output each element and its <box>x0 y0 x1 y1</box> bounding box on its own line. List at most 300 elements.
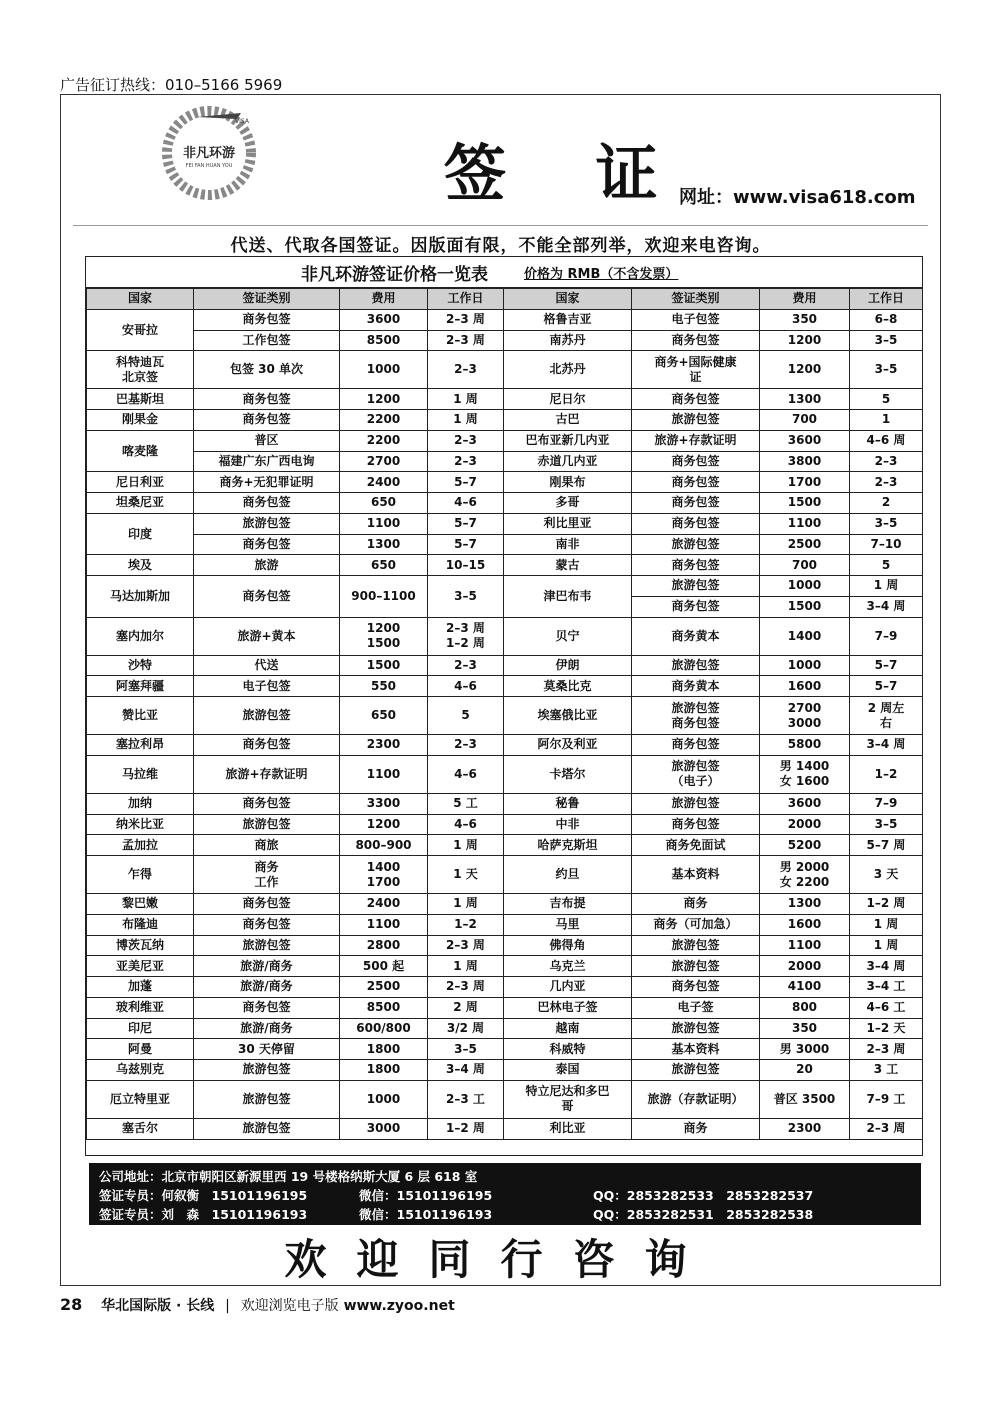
table-cell: 6–8 <box>850 309 923 330</box>
table-cell: 2–3 周 <box>428 935 504 956</box>
table-cell: 8500 <box>340 997 428 1018</box>
table-cell: 乍得 <box>87 856 194 894</box>
column-header: 工作日 <box>850 289 923 310</box>
table-cell: 1200 <box>340 814 428 835</box>
table-cell: 津巴布韦 <box>504 576 632 618</box>
table-cell: 1100 <box>760 935 850 956</box>
table-cell: 旅游/商务 <box>194 977 340 998</box>
table-cell: 阿尔及利亚 <box>504 735 632 756</box>
column-header: 工作日 <box>428 289 504 310</box>
table-cell: 巴布亚新几内亚 <box>504 430 632 451</box>
table-cell: 1–2 天 <box>850 1018 923 1039</box>
table-cell: 5800 <box>760 735 850 756</box>
table-cell: 赤道几内亚 <box>504 451 632 472</box>
table-cell: 4–6 <box>428 814 504 835</box>
table-cell: 800–900 <box>340 835 428 856</box>
table-cell: 2800 <box>340 935 428 956</box>
table-row <box>87 977 923 998</box>
table-cell: 哈萨克斯坦 <box>504 835 632 856</box>
table-cell: 科特迪瓦 北京签 <box>87 351 194 389</box>
table-cell: 南苏丹 <box>504 330 632 351</box>
table-cell: 1500 <box>760 596 850 617</box>
table-cell: 男 3000 <box>760 1039 850 1060</box>
table-cell: 3–4 周 <box>850 735 923 756</box>
footer-site[interactable]: www.zyoo.net <box>343 1298 455 1314</box>
table-cell: 商务包签 <box>194 493 340 514</box>
table-cell: 1200 <box>760 351 850 389</box>
table-cell: 商务包签 <box>194 997 340 1018</box>
table-cell: 马达加斯加 <box>87 576 194 618</box>
table-cell: 旅游包签 <box>194 697 340 735</box>
table-cell: 男 1400 女 1600 <box>760 755 850 793</box>
table-cell: 包签 30 单次 <box>194 351 340 389</box>
table-cell: 旅游包签 <box>194 814 340 835</box>
table-cell: 电子包签 <box>194 676 340 697</box>
table-title-bar <box>86 257 922 288</box>
table-cell: 塞内加尔 <box>87 617 194 655</box>
table-cell: 巴基斯坦 <box>87 389 194 410</box>
table-cell: 特立尼达和多巴 哥 <box>504 1080 632 1118</box>
table-cell: 多哥 <box>504 493 632 514</box>
table-cell: 中非 <box>504 814 632 835</box>
agent-2: 签证专员：刘 森 15101196193 <box>99 1207 308 1222</box>
table-cell: 福建广东广西电询 <box>194 451 340 472</box>
table-row <box>87 430 923 451</box>
table-cell: 赞比亚 <box>87 697 194 735</box>
table-cell: 代送 <box>194 655 340 676</box>
table-cell: 550 <box>340 676 428 697</box>
column-header: 国家 <box>87 289 194 310</box>
table-cell: 商务包签 <box>632 735 760 756</box>
table-cell: 2–3 <box>428 351 504 389</box>
ad-website[interactable]: 网址：www.visa618.com <box>679 187 916 208</box>
table-cell: 1500 <box>760 493 850 514</box>
table-cell: 1 天 <box>428 856 504 894</box>
table-cell: 商务 工作 <box>194 856 340 894</box>
table-cell: 埃及 <box>87 555 194 576</box>
table-cell: 5–7 <box>428 513 504 534</box>
table-cell: 3–5 <box>850 513 923 534</box>
table-cell: 旅游包签 <box>632 1060 760 1081</box>
table-cell: 4–6 工 <box>850 997 923 1018</box>
table-cell: 贝宁 <box>504 617 632 655</box>
table-cell: 坦桑尼亚 <box>87 493 194 514</box>
table-cell: 1 周 <box>428 956 504 977</box>
table-cell: 商务包签 <box>194 389 340 410</box>
table-cell: 旅游+存款证明 <box>632 430 760 451</box>
table-cell: 厄立特里亚 <box>87 1080 194 1118</box>
table-cell: 2–3 周 1–2 周 <box>428 617 504 655</box>
table-cell: 商务包签 <box>194 894 340 915</box>
table-cell: 商务包签 <box>194 410 340 431</box>
table-cell: 2700 3000 <box>760 697 850 735</box>
table-row <box>87 655 923 676</box>
table-cell: 2 周左 右 <box>850 697 923 735</box>
table-cell: 2–3 <box>850 451 923 472</box>
table-cell: 塞拉利昂 <box>87 735 194 756</box>
contact-bar <box>89 1163 921 1225</box>
table-cell: 1500 <box>340 655 428 676</box>
table-cell: 5–7 周 <box>850 835 923 856</box>
table-cell: 男 2000 女 2200 <box>760 856 850 894</box>
table-cell: 商务包签 <box>632 389 760 410</box>
table-cell: 3–4 工 <box>850 977 923 998</box>
page-number: 28 <box>60 1295 83 1314</box>
table-cell: 2500 <box>340 977 428 998</box>
table-cell: 1–2 周 <box>428 1118 504 1139</box>
table-cell: 阿塞拜疆 <box>87 676 194 697</box>
table-cell: 4–6 <box>428 676 504 697</box>
divider <box>73 225 928 226</box>
table-cell: 2–3 周 <box>428 330 504 351</box>
table-cell: 马里 <box>504 914 632 935</box>
table-row <box>87 814 923 835</box>
table-cell: 2–3 周 <box>428 309 504 330</box>
table-cell: 商务+国际健康 证 <box>632 351 760 389</box>
table-cell: 3–5 <box>850 330 923 351</box>
table-cell: 旅游包签 <box>194 513 340 534</box>
ad-title: 签 证 <box>444 137 692 210</box>
table-cell: 约旦 <box>504 856 632 894</box>
table-cell: 商务免面试 <box>632 835 760 856</box>
table-cell: 5 <box>850 389 923 410</box>
table-cell: 商务黄本 <box>632 676 760 697</box>
table-cell: 孟加拉 <box>87 835 194 856</box>
table-cell: 2400 <box>340 894 428 915</box>
table-cell: 利比亚 <box>504 1118 632 1139</box>
table-cell: 工作包签 <box>194 330 340 351</box>
column-header: 签证类别 <box>632 289 760 310</box>
table-cell: 1300 <box>760 389 850 410</box>
table-cell: 伊朗 <box>504 655 632 676</box>
table-cell: 7–10 <box>850 534 923 555</box>
table-cell: 5–7 <box>428 534 504 555</box>
table-cell: 蒙古 <box>504 555 632 576</box>
table-cell: 500 起 <box>340 956 428 977</box>
table-cell: 3–4 周 <box>850 956 923 977</box>
table-cell: 埃塞俄比亚 <box>504 697 632 735</box>
table-cell: 1300 <box>340 534 428 555</box>
table-cell: 2200 <box>340 410 428 431</box>
table-cell: 650 <box>340 555 428 576</box>
table-cell: 旅游/商务 <box>194 956 340 977</box>
table-cell: 1200 <box>760 330 850 351</box>
table-cell: 旅游包签 <box>194 1080 340 1118</box>
table-cell: 马拉维 <box>87 755 194 793</box>
table-cell: 普区 3500 <box>760 1080 850 1118</box>
table-cell: 旅游包签 <box>632 793 760 814</box>
table-cell: 1300 <box>760 894 850 915</box>
table-cell: 700 <box>760 555 850 576</box>
table-cell: 吉布提 <box>504 894 632 915</box>
agent-1: 签证专员：何叙衡 15101196195 <box>99 1188 308 1203</box>
table-row <box>87 330 923 351</box>
table-row <box>87 755 923 793</box>
browse-label: 欢迎浏览电子版 <box>240 1298 339 1314</box>
table-cell: 喀麦隆 <box>87 430 194 472</box>
table-cell: 商务包签 <box>632 596 760 617</box>
table-cell: 7–9 <box>850 617 923 655</box>
table-cell: 1200 1500 <box>340 617 428 655</box>
table-cell: 商务 <box>632 1118 760 1139</box>
table-row <box>87 576 923 597</box>
table-cell: 2 周 <box>428 997 504 1018</box>
table-cell: 商务包签 <box>632 513 760 534</box>
table-cell: 刚果布 <box>504 472 632 493</box>
table-row <box>87 676 923 697</box>
table-cell: 佛得角 <box>504 935 632 956</box>
ad-notice: 代送、代取各国签证。因版面有限，不能全部列举，欢迎来电咨询。 <box>230 236 771 256</box>
table-cell: 黎巴嫩 <box>87 894 194 915</box>
table-cell: 越南 <box>504 1018 632 1039</box>
column-header: 国家 <box>504 289 632 310</box>
table-cell: 2–3 周 <box>850 1118 923 1139</box>
ad-frame <box>60 94 941 1286</box>
table-title: 非凡环游签证价格一览表 <box>301 264 488 285</box>
table-cell: 20 <box>760 1060 850 1081</box>
table-cell: 南非 <box>504 534 632 555</box>
table-cell: 2300 <box>760 1118 850 1139</box>
table-cell: 1800 <box>340 1060 428 1081</box>
table-cell: 2300 <box>340 735 428 756</box>
table-cell: 2–3 <box>850 472 923 493</box>
table-cell: 3–4 周 <box>428 1060 504 1081</box>
wechat-2: 微信：15101196193 <box>359 1207 493 1222</box>
table-cell: 2–3 <box>428 430 504 451</box>
table-row <box>87 697 923 735</box>
table-cell: 旅游包签 <box>194 935 340 956</box>
table-cell: 秘鲁 <box>504 793 632 814</box>
table-cell: 5–7 <box>428 472 504 493</box>
table-cell: 几内亚 <box>504 977 632 998</box>
table-row <box>87 534 923 555</box>
table-row <box>87 835 923 856</box>
table-cell: 商务黄本 <box>632 617 760 655</box>
table-row <box>87 309 923 330</box>
table-cell: 3600 <box>760 793 850 814</box>
table-cell: 4–6 <box>428 493 504 514</box>
table-cell: 1400 1700 <box>340 856 428 894</box>
table-cell: 商务包签 <box>194 309 340 330</box>
table-cell: 3 天 <box>850 856 923 894</box>
price-note: 价格为 RMB（不含发票） <box>524 266 679 282</box>
table-cell: 3000 <box>340 1118 428 1139</box>
table-cell: 1700 <box>760 472 850 493</box>
table-cell: 1 周 <box>428 835 504 856</box>
table-cell: 商旅 <box>194 835 340 856</box>
table-row <box>87 1080 923 1118</box>
table-cell: 1 周 <box>428 389 504 410</box>
table-cell: 基本资料 <box>632 856 760 894</box>
table-cell: 1400 <box>760 617 850 655</box>
table-cell: 旅游包签 （电子） <box>632 755 760 793</box>
table-cell: 商务包签 <box>632 493 760 514</box>
table-cell: 1600 <box>760 676 850 697</box>
table-cell: 商务包签 <box>194 914 340 935</box>
table-cell: 旅游包签 <box>632 576 760 597</box>
table-cell: 旅游+黄本 <box>194 617 340 655</box>
column-header: 费用 <box>340 289 428 310</box>
table-cell: 1–2 <box>850 755 923 793</box>
table-cell: 博茨瓦纳 <box>87 935 194 956</box>
table-cell: 2400 <box>340 472 428 493</box>
table-cell: 普区 <box>194 430 340 451</box>
table-cell: 亚美尼亚 <box>87 956 194 977</box>
table-cell: 1 周 <box>428 410 504 431</box>
table-cell: 3800 <box>760 451 850 472</box>
table-cell: 3600 <box>760 430 850 451</box>
welcome-slogan: 欢迎同行咨询 <box>284 1235 717 1284</box>
table-cell: 加纳 <box>87 793 194 814</box>
table-cell: 刚果金 <box>87 410 194 431</box>
table-row <box>87 389 923 410</box>
table-cell: 1 周 <box>428 894 504 915</box>
table-row <box>87 997 923 1018</box>
table-cell: 尼日利亚 <box>87 472 194 493</box>
table-cell: 700 <box>760 410 850 431</box>
table-cell: 商务包签 <box>632 472 760 493</box>
table-cell: 2000 <box>760 956 850 977</box>
table-cell: 2–3 <box>428 451 504 472</box>
table-cell: 2–3 周 <box>428 977 504 998</box>
table-cell: 1100 <box>340 914 428 935</box>
table-cell: 2500 <box>760 534 850 555</box>
table-row <box>87 793 923 814</box>
table-cell: 旅游+存款证明 <box>194 755 340 793</box>
table-row <box>87 1018 923 1039</box>
table-cell: 650 <box>340 493 428 514</box>
table-cell: 玻利维亚 <box>87 997 194 1018</box>
table-row <box>87 894 923 915</box>
table-cell: 3300 <box>340 793 428 814</box>
table-cell: 安哥拉 <box>87 309 194 351</box>
table-row <box>87 451 923 472</box>
table-cell: 2000 <box>760 814 850 835</box>
table-row <box>87 555 923 576</box>
table-cell: 塞舌尔 <box>87 1118 194 1139</box>
table-row <box>87 410 923 431</box>
table-row <box>87 856 923 894</box>
table-row <box>87 914 923 935</box>
table-cell: 1600 <box>760 914 850 935</box>
table-cell: 2–3 工 <box>428 1080 504 1118</box>
table-cell: 泰国 <box>504 1060 632 1081</box>
table-cell: 2–3 <box>428 735 504 756</box>
table-row <box>87 513 923 534</box>
edition-label: 华北国际版 · 长线 <box>101 1298 215 1314</box>
table-row <box>87 935 923 956</box>
table-cell: 卡塔尔 <box>504 755 632 793</box>
table-cell: 4100 <box>760 977 850 998</box>
table-cell: 阿曼 <box>87 1039 194 1060</box>
table-cell: 商务（可加急） <box>632 914 760 935</box>
table-cell: 格鲁吉亚 <box>504 309 632 330</box>
table-cell: 10–15 <box>428 555 504 576</box>
table-cell: 商务 <box>632 894 760 915</box>
table-cell: 3–5 <box>850 351 923 389</box>
table-cell: 1000 <box>760 576 850 597</box>
table-cell: 旅游包签 <box>632 655 760 676</box>
table-cell: 乌兹别克 <box>87 1060 194 1081</box>
table-cell: 600/800 <box>340 1018 428 1039</box>
table-cell: 科威特 <box>504 1039 632 1060</box>
table-cell: 商务包签 <box>194 735 340 756</box>
table-row <box>87 956 923 977</box>
table-cell: 1–2 <box>428 914 504 935</box>
table-cell: 1100 <box>340 513 428 534</box>
table-cell: 1 周 <box>850 576 923 597</box>
column-header: 签证类别 <box>194 289 340 310</box>
table-cell: 基本资料 <box>632 1039 760 1060</box>
table-cell: 1 <box>850 410 923 431</box>
table-cell: 7–9 工 <box>850 1080 923 1118</box>
table-cell: 利比里亚 <box>504 513 632 534</box>
table-cell: 商务包签 <box>194 534 340 555</box>
table-cell: 3–5 <box>850 814 923 835</box>
table-cell: 纳米比亚 <box>87 814 194 835</box>
company-logo <box>149 101 269 201</box>
price-table-box <box>85 256 923 1156</box>
table-cell: 北苏丹 <box>504 351 632 389</box>
table-cell: 印尼 <box>87 1018 194 1039</box>
table-cell: 1 周 <box>850 935 923 956</box>
table-cell: 电子签 <box>632 997 760 1018</box>
table-cell: 旅游包签 <box>194 1118 340 1139</box>
table-cell: 900–1100 <box>340 576 428 618</box>
table-cell: 布隆迪 <box>87 914 194 935</box>
table-cell: 3–5 <box>428 1039 504 1060</box>
table-cell: 商务包签 <box>632 330 760 351</box>
table-cell: 5 工 <box>428 793 504 814</box>
table-cell: 旅游/商务 <box>194 1018 340 1039</box>
table-cell: 莫桑比克 <box>504 676 632 697</box>
table-cell: 30 天停留 <box>194 1039 340 1060</box>
wechat-1: 微信：15101196195 <box>359 1188 493 1203</box>
table-cell: 350 <box>760 309 850 330</box>
table-cell: 2–3 <box>428 655 504 676</box>
table-cell: 旅游包签 商务包签 <box>632 697 760 735</box>
table-cell: 旅游包签 <box>632 410 760 431</box>
table-cell: 4–6 <box>428 755 504 793</box>
table-cell: 尼日尔 <box>504 389 632 410</box>
table-cell: 旅游包签 <box>194 1060 340 1081</box>
table-cell: 旅游（存款证明） <box>632 1080 760 1118</box>
table-cell: 2 <box>850 493 923 514</box>
table-cell: 1000 <box>340 351 428 389</box>
table-cell: 旅游包签 <box>632 956 760 977</box>
table-cell: 旅游包签 <box>632 935 760 956</box>
table-cell: 5200 <box>760 835 850 856</box>
table-cell: 2–3 周 <box>850 1039 923 1060</box>
table-cell: 350 <box>760 1018 850 1039</box>
company-address: 公司地址：北京市朝阳区新源里西 19 号楼格纳斯大厦 6 层 618 室 <box>99 1169 478 1184</box>
table-cell: 印度 <box>87 513 194 555</box>
table-row <box>87 617 923 655</box>
table-row <box>87 1118 923 1139</box>
table-header-row <box>87 289 923 310</box>
ad-hotline: 广告征订热线：010–5166 5969 <box>60 76 283 94</box>
table-cell: 4–6 周 <box>850 430 923 451</box>
logo-subtext: FEI FAN HUAN YOU <box>185 163 233 169</box>
table-cell: 1000 <box>340 1080 428 1118</box>
table-row <box>87 493 923 514</box>
table-cell: 650 <box>340 697 428 735</box>
table-cell: 旅游包签 <box>632 534 760 555</box>
table-cell: 电子包签 <box>632 309 760 330</box>
table-cell: 3–5 <box>428 576 504 618</box>
logo-badge: VISA <box>235 118 249 125</box>
table-cell: 1100 <box>340 755 428 793</box>
